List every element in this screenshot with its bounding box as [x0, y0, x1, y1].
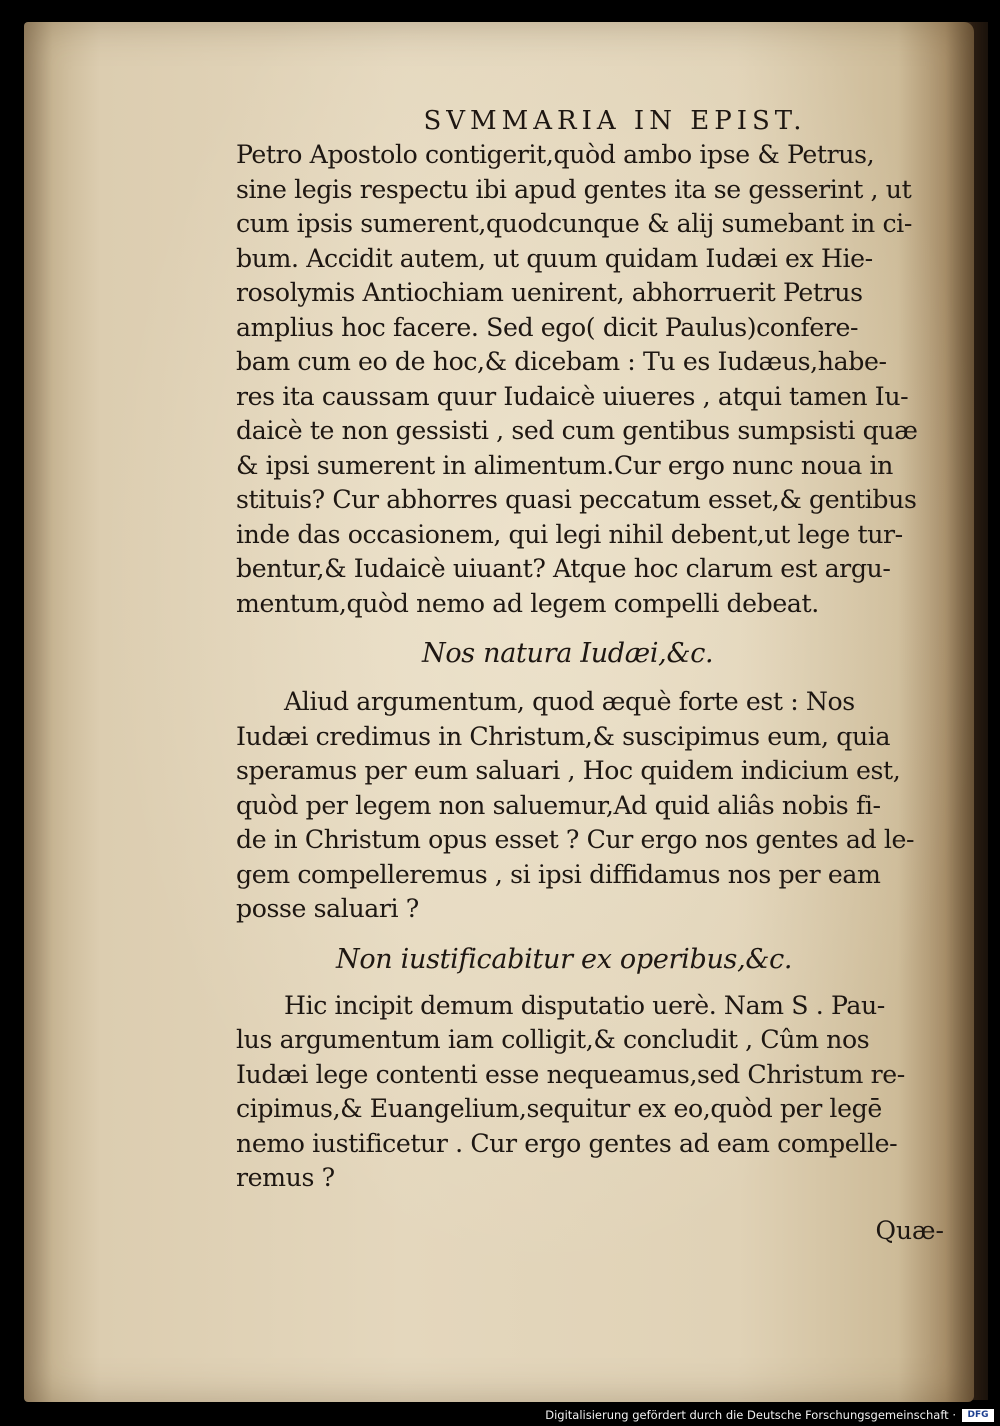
section-3 — [236, 989, 956, 1196]
running-head: SVMMARIA IN EPIST. — [423, 106, 807, 136]
text-line: cipimus,& Euangelium,sequitur ex eo,quòd per legē — [236, 1094, 882, 1123]
funding-notice: Digitalisierung gefördert durch die Deutsche Forschungsgemeinschaft · — [545, 1408, 956, 1422]
text-line: bam cum eo de hoc,& dicebam : Tu es Iudæus,habe- — [236, 347, 887, 376]
text-line: quòd per legem non saluemur,Ad quid aliâs nobis fi- — [236, 790, 881, 820]
text-line: stituis? Cur abhorres quasi peccatum esset,& gentibus — [236, 485, 917, 514]
text-line: gem compelleremus , si ipsi diffidamus nos per eam — [236, 859, 881, 889]
text-line: inde das occasionem, qui legi nihil debent,ut lege tur- — [236, 519, 903, 549]
text-line: speramus per eum saluari , Hoc quidem indicium est, — [236, 756, 901, 785]
text-line: de in Christum opus esset ? Cur ergo nos gentes ad le- — [236, 825, 915, 854]
section-2 — [236, 685, 956, 927]
text-line: res ita caussam quur Iudaicè uiueres , atqui tamen Iu- — [236, 381, 909, 411]
text-line: Petro Apostolo contigerit,quòd ambo ipse & Petrus, — [236, 140, 875, 169]
catchword: Quæ- — [875, 1215, 944, 1245]
text-line: Hic incipit demum disputatio uerè. Nam S . Pau- — [284, 990, 885, 1020]
dfg-logo-icon: DFG — [962, 1409, 994, 1422]
text-line: amplius hoc facere. Sed ego( dicit Paulus)confere- — [236, 312, 859, 342]
text-line: Iudæi lege contenti esse nequeamus,sed Christum re- — [236, 1059, 905, 1089]
text-line: sine legis respectu ibi apud gentes ita se gesserint , ut — [236, 174, 912, 204]
section-1 — [236, 138, 956, 621]
book-page — [24, 22, 974, 1402]
text-line: remus ? — [236, 1163, 335, 1192]
text-line: mentum,quòd nemo ad legem compelli debeat. — [236, 588, 819, 618]
text-line: posse saluari ? — [236, 894, 419, 923]
section-heading: Nos natura Iudæi,&c. — [422, 638, 714, 669]
text-line: bentur,& Iudaicè uiuant? Atque hoc clarum est argu- — [236, 554, 891, 583]
footer-bar — [0, 1404, 1000, 1426]
text-line: daicè te non gessisti , sed cum gentibus sumpsisti quæ — [236, 416, 918, 445]
text-line: & ipsi sumerent in alimentum.Cur ergo nunc noua in — [236, 450, 893, 480]
text-block — [236, 104, 956, 1248]
section-heading: Non iustificabitur ex operibus,&c. — [336, 943, 793, 975]
text-line: bum. Accidit autem, ut quum quidam Iudæi ex Hie- — [236, 243, 873, 273]
text-line: Iudæi credimus in Christum,& suscipimus eum, quia — [236, 721, 891, 751]
text-line: cum ipsis sumerent,quodcunque & alij sumebant in ci- — [236, 209, 912, 238]
text-line: nemo iustificetur . Cur ergo gentes ad eam compelle- — [236, 1128, 898, 1158]
text-line: lus argumentum iam colligit,& concludit , Cûm nos — [236, 1025, 870, 1054]
text-line: rosolymis Antiochiam uenirent, abhorruerit Petrus — [236, 278, 863, 307]
text-line: Aliud argumentum, quod æquè forte est : Nos — [284, 687, 855, 716]
